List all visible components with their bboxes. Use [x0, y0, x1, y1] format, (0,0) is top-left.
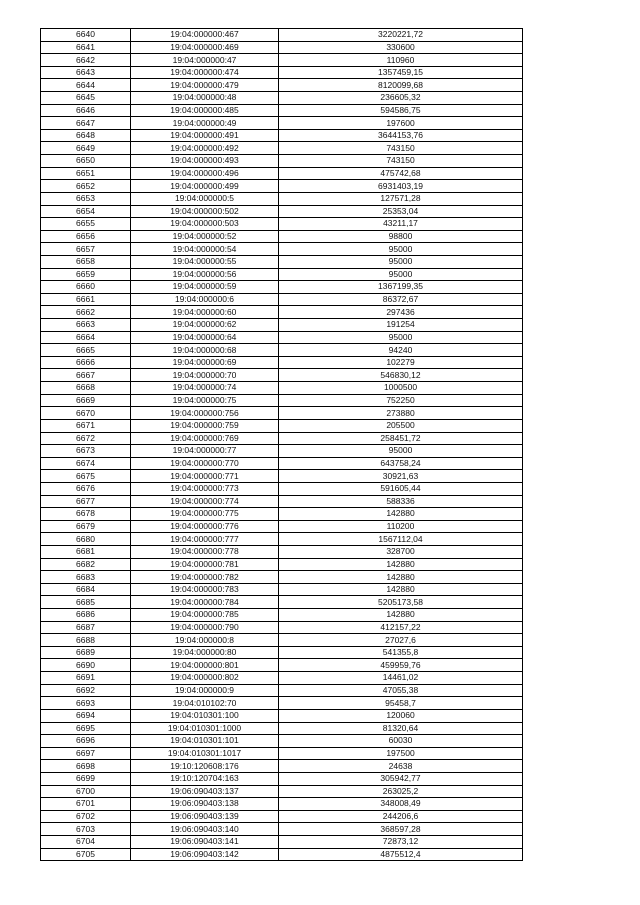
cadastral-number-cell: 19:04:010301:1000: [131, 722, 279, 735]
value-cell: 591605,44: [279, 482, 523, 495]
row-number-cell: 6704: [41, 836, 131, 849]
cadastral-number-cell: 19:04:000000:55: [131, 255, 279, 268]
table-row: [41, 331, 523, 344]
value-cell: 95000: [279, 331, 523, 344]
value-cell: 25353,04: [279, 205, 523, 218]
value-cell: 95000: [279, 255, 523, 268]
value-cell: 142880: [279, 508, 523, 521]
value-cell: 110960: [279, 54, 523, 67]
row-number-cell: 6656: [41, 230, 131, 243]
value-cell: 541355,8: [279, 646, 523, 659]
cadastral-number-cell: 19:04:000000:493: [131, 155, 279, 168]
value-cell: 120060: [279, 709, 523, 722]
cadastral-number-cell: 19:04:000000:47: [131, 54, 279, 67]
value-cell: 546830,12: [279, 369, 523, 382]
cadastral-number-cell: 19:04:000000:778: [131, 545, 279, 558]
row-number-cell: 6647: [41, 117, 131, 130]
value-cell: 95000: [279, 268, 523, 281]
row-number-cell: 6685: [41, 596, 131, 609]
cadastral-number-cell: 19:04:000000:759: [131, 419, 279, 432]
value-cell: 142880: [279, 571, 523, 584]
value-cell: 1357459,15: [279, 66, 523, 79]
table-row: [41, 709, 523, 722]
row-number-cell: 6702: [41, 810, 131, 823]
table-row: [41, 155, 523, 168]
row-number-cell: 6641: [41, 41, 131, 54]
table-row: [41, 319, 523, 332]
table-row: [41, 508, 523, 521]
cadastral-number-cell: 19:04:000000:77: [131, 445, 279, 458]
cadastral-number-cell: 19:04:000000:474: [131, 66, 279, 79]
cadastral-number-cell: 19:04:000000:491: [131, 129, 279, 142]
row-number-cell: 6660: [41, 281, 131, 294]
row-number-cell: 6705: [41, 848, 131, 861]
cadastral-number-cell: 19:04:000000:776: [131, 520, 279, 533]
value-cell: 95000: [279, 243, 523, 256]
value-cell: 30921,63: [279, 470, 523, 483]
cadastral-number-cell: 19:04:000000:492: [131, 142, 279, 155]
value-cell: 197500: [279, 747, 523, 760]
value-cell: 475742,68: [279, 167, 523, 180]
table-row: [41, 205, 523, 218]
table-row: [41, 495, 523, 508]
row-number-cell: 6665: [41, 344, 131, 357]
cadastral-number-cell: 19:04:000000:60: [131, 306, 279, 319]
value-cell: 752250: [279, 394, 523, 407]
cadastral-number-cell: 19:04:000000:64: [131, 331, 279, 344]
table-row: [41, 609, 523, 622]
value-cell: 328700: [279, 545, 523, 558]
table-row: [41, 747, 523, 760]
row-number-cell: 6700: [41, 785, 131, 798]
row-number-cell: 6697: [41, 747, 131, 760]
row-number-cell: 6662: [41, 306, 131, 319]
cadastral-number-cell: 19:04:010301:100: [131, 709, 279, 722]
row-number-cell: 6669: [41, 394, 131, 407]
row-number-cell: 6671: [41, 419, 131, 432]
cadastral-number-cell: 19:04:000000:469: [131, 41, 279, 54]
cadastral-number-cell: 19:04:000000:783: [131, 583, 279, 596]
value-cell: 205500: [279, 419, 523, 432]
row-number-cell: 6663: [41, 319, 131, 332]
value-cell: 127571,28: [279, 192, 523, 205]
cadastral-number-cell: 19:04:000000:6: [131, 293, 279, 306]
row-number-cell: 6652: [41, 180, 131, 193]
value-cell: 1567112,04: [279, 533, 523, 546]
table-row: [41, 735, 523, 748]
table-row: [41, 79, 523, 92]
value-cell: 95458,7: [279, 697, 523, 710]
value-cell: 142880: [279, 558, 523, 571]
row-number-cell: 6682: [41, 558, 131, 571]
row-number-cell: 6674: [41, 457, 131, 470]
cadastral-number-cell: 19:04:000000:771: [131, 470, 279, 483]
value-cell: 81320,64: [279, 722, 523, 735]
value-cell: 263025,2: [279, 785, 523, 798]
value-cell: 305942,77: [279, 772, 523, 785]
value-cell: 297436: [279, 306, 523, 319]
value-cell: 102279: [279, 356, 523, 369]
cadastral-number-cell: 19:04:000000:503: [131, 218, 279, 231]
cadastral-number-cell: 19:04:000000:9: [131, 684, 279, 697]
row-number-cell: 6678: [41, 508, 131, 521]
table-row: [41, 634, 523, 647]
value-cell: 4875512,4: [279, 848, 523, 861]
table-row: [41, 268, 523, 281]
row-number-cell: 6658: [41, 255, 131, 268]
table-row: [41, 293, 523, 306]
table-row: [41, 356, 523, 369]
table-row: [41, 344, 523, 357]
table-row: [41, 407, 523, 420]
row-number-cell: 6667: [41, 369, 131, 382]
cadastral-number-cell: 19:04:000000:485: [131, 104, 279, 117]
table-row: [41, 545, 523, 558]
table-row: [41, 457, 523, 470]
table-row: [41, 533, 523, 546]
row-number-cell: 6695: [41, 722, 131, 735]
value-cell: 94240: [279, 344, 523, 357]
value-cell: 3220221,72: [279, 29, 523, 42]
cadastral-number-cell: 19:04:000000:774: [131, 495, 279, 508]
row-number-cell: 6659: [41, 268, 131, 281]
value-cell: 588336: [279, 495, 523, 508]
value-cell: 594586,75: [279, 104, 523, 117]
data-table: [40, 28, 523, 861]
cadastral-number-cell: 19:04:000000:784: [131, 596, 279, 609]
table-row: [41, 104, 523, 117]
table-row: [41, 306, 523, 319]
cadastral-number-cell: 19:04:000000:777: [131, 533, 279, 546]
value-cell: 110200: [279, 520, 523, 533]
cadastral-number-cell: 19:04:000000:467: [131, 29, 279, 42]
table-row: [41, 92, 523, 105]
value-cell: 330600: [279, 41, 523, 54]
cadastral-number-cell: 19:04:000000:499: [131, 180, 279, 193]
table-row: [41, 66, 523, 79]
value-cell: 743150: [279, 155, 523, 168]
cadastral-number-cell: 19:04:000000:773: [131, 482, 279, 495]
table-row: [41, 722, 523, 735]
cadastral-number-cell: 19:04:000000:781: [131, 558, 279, 571]
row-number-cell: 6672: [41, 432, 131, 445]
row-number-cell: 6703: [41, 823, 131, 836]
value-cell: 368597,28: [279, 823, 523, 836]
value-cell: 142880: [279, 609, 523, 622]
row-number-cell: 6687: [41, 621, 131, 634]
row-number-cell: 6666: [41, 356, 131, 369]
row-number-cell: 6645: [41, 92, 131, 105]
row-number-cell: 6693: [41, 697, 131, 710]
table-row: [41, 596, 523, 609]
cadastral-number-cell: 19:04:000000:8: [131, 634, 279, 647]
row-number-cell: 6642: [41, 54, 131, 67]
cadastral-number-cell: 19:06:090403:139: [131, 810, 279, 823]
value-cell: 27027,6: [279, 634, 523, 647]
cadastral-number-cell: 19:04:010102:70: [131, 697, 279, 710]
table-row: [41, 243, 523, 256]
table-row: [41, 281, 523, 294]
row-number-cell: 6676: [41, 482, 131, 495]
table-row: [41, 798, 523, 811]
row-number-cell: 6684: [41, 583, 131, 596]
cadastral-number-cell: 19:04:000000:48: [131, 92, 279, 105]
table-body: [41, 29, 523, 861]
table-row: [41, 823, 523, 836]
row-number-cell: 6681: [41, 545, 131, 558]
row-number-cell: 6675: [41, 470, 131, 483]
row-number-cell: 6686: [41, 609, 131, 622]
value-cell: 273880: [279, 407, 523, 420]
cadastral-number-cell: 19:04:000000:70: [131, 369, 279, 382]
row-number-cell: 6670: [41, 407, 131, 420]
table-row: [41, 41, 523, 54]
cadastral-number-cell: 19:04:000000:59: [131, 281, 279, 294]
table-row: [41, 445, 523, 458]
value-cell: 95000: [279, 445, 523, 458]
value-cell: 236605,32: [279, 92, 523, 105]
table-row: [41, 646, 523, 659]
cadastral-number-cell: 19:04:000000:502: [131, 205, 279, 218]
table-row: [41, 419, 523, 432]
cadastral-number-cell: 19:10:120608:176: [131, 760, 279, 773]
row-number-cell: 6664: [41, 331, 131, 344]
table-row: [41, 167, 523, 180]
value-cell: 191254: [279, 319, 523, 332]
cadastral-number-cell: 19:04:000000:52: [131, 230, 279, 243]
row-number-cell: 6691: [41, 672, 131, 685]
row-number-cell: 6673: [41, 445, 131, 458]
cadastral-number-cell: 19:04:000000:54: [131, 243, 279, 256]
row-number-cell: 6698: [41, 760, 131, 773]
cadastral-number-cell: 19:04:000000:790: [131, 621, 279, 634]
table-row: [41, 810, 523, 823]
value-cell: 142880: [279, 583, 523, 596]
table-row: [41, 470, 523, 483]
table-row: [41, 192, 523, 205]
row-number-cell: 6699: [41, 772, 131, 785]
cadastral-number-cell: 19:04:000000:68: [131, 344, 279, 357]
table-row: [41, 558, 523, 571]
cadastral-number-cell: 19:04:000000:5: [131, 192, 279, 205]
cadastral-number-cell: 19:04:000000:479: [131, 79, 279, 92]
table-row: [41, 129, 523, 142]
table-row: [41, 836, 523, 849]
table-row: [41, 394, 523, 407]
cadastral-number-cell: 19:04:000000:769: [131, 432, 279, 445]
value-cell: 3644153,76: [279, 129, 523, 142]
value-cell: 43211,17: [279, 218, 523, 231]
cadastral-number-cell: 19:04:000000:770: [131, 457, 279, 470]
table-row: [41, 230, 523, 243]
table-row: [41, 684, 523, 697]
cadastral-number-cell: 19:04:000000:80: [131, 646, 279, 659]
row-number-cell: 6696: [41, 735, 131, 748]
table-row: [41, 142, 523, 155]
table-row: [41, 255, 523, 268]
row-number-cell: 6661: [41, 293, 131, 306]
table-row: [41, 848, 523, 861]
row-number-cell: 6690: [41, 659, 131, 672]
row-number-cell: 6657: [41, 243, 131, 256]
value-cell: 643758,24: [279, 457, 523, 470]
row-number-cell: 6651: [41, 167, 131, 180]
table-row: [41, 571, 523, 584]
cadastral-number-cell: 19:06:090403:140: [131, 823, 279, 836]
table-row: [41, 369, 523, 382]
value-cell: 258451,72: [279, 432, 523, 445]
value-cell: 244206,6: [279, 810, 523, 823]
table-row: [41, 760, 523, 773]
value-cell: 72873,12: [279, 836, 523, 849]
value-cell: 1367199,35: [279, 281, 523, 294]
value-cell: 86372,67: [279, 293, 523, 306]
value-cell: 412157,22: [279, 621, 523, 634]
value-cell: 14461,02: [279, 672, 523, 685]
table-row: [41, 432, 523, 445]
row-number-cell: 6677: [41, 495, 131, 508]
row-number-cell: 6688: [41, 634, 131, 647]
document-page: [40, 28, 523, 861]
cadastral-number-cell: 19:04:010301:1017: [131, 747, 279, 760]
table-row: [41, 117, 523, 130]
row-number-cell: 6650: [41, 155, 131, 168]
table-row: [41, 583, 523, 596]
cadastral-number-cell: 19:06:090403:138: [131, 798, 279, 811]
value-cell: 197600: [279, 117, 523, 130]
table-row: [41, 659, 523, 672]
cadastral-number-cell: 19:06:090403:142: [131, 848, 279, 861]
cadastral-number-cell: 19:04:000000:62: [131, 319, 279, 332]
cadastral-number-cell: 19:04:000000:496: [131, 167, 279, 180]
table-row: [41, 672, 523, 685]
row-number-cell: 6668: [41, 382, 131, 395]
cadastral-number-cell: 19:04:000000:802: [131, 672, 279, 685]
row-number-cell: 6694: [41, 709, 131, 722]
value-cell: 24638: [279, 760, 523, 773]
cadastral-number-cell: 19:10:120704:163: [131, 772, 279, 785]
row-number-cell: 6644: [41, 79, 131, 92]
cadastral-number-cell: 19:06:090403:141: [131, 836, 279, 849]
row-number-cell: 6683: [41, 571, 131, 584]
cadastral-number-cell: 19:04:000000:775: [131, 508, 279, 521]
value-cell: 348008,49: [279, 798, 523, 811]
row-number-cell: 6679: [41, 520, 131, 533]
table-row: [41, 218, 523, 231]
cadastral-number-cell: 19:04:000000:782: [131, 571, 279, 584]
table-row: [41, 772, 523, 785]
cadastral-number-cell: 19:06:090403:137: [131, 785, 279, 798]
value-cell: 8120099,68: [279, 79, 523, 92]
cadastral-number-cell: 19:04:010301:101: [131, 735, 279, 748]
value-cell: 5205173,58: [279, 596, 523, 609]
row-number-cell: 6689: [41, 646, 131, 659]
cadastral-number-cell: 19:04:000000:75: [131, 394, 279, 407]
table-row: [41, 482, 523, 495]
value-cell: 743150: [279, 142, 523, 155]
row-number-cell: 6655: [41, 218, 131, 231]
row-number-cell: 6653: [41, 192, 131, 205]
table-row: [41, 54, 523, 67]
row-number-cell: 6640: [41, 29, 131, 42]
cadastral-number-cell: 19:04:000000:49: [131, 117, 279, 130]
table-row: [41, 785, 523, 798]
value-cell: 47055,38: [279, 684, 523, 697]
value-cell: 98800: [279, 230, 523, 243]
value-cell: 459959,76: [279, 659, 523, 672]
table-row: [41, 382, 523, 395]
row-number-cell: 6654: [41, 205, 131, 218]
table-row: [41, 697, 523, 710]
row-number-cell: 6643: [41, 66, 131, 79]
table-row: [41, 29, 523, 42]
value-cell: 1000500: [279, 382, 523, 395]
table-row: [41, 621, 523, 634]
row-number-cell: 6692: [41, 684, 131, 697]
cadastral-number-cell: 19:04:000000:756: [131, 407, 279, 420]
cadastral-number-cell: 19:04:000000:56: [131, 268, 279, 281]
value-cell: 6931403,19: [279, 180, 523, 193]
value-cell: 60030: [279, 735, 523, 748]
cadastral-number-cell: 19:04:000000:801: [131, 659, 279, 672]
row-number-cell: 6680: [41, 533, 131, 546]
table-row: [41, 520, 523, 533]
row-number-cell: 6649: [41, 142, 131, 155]
cadastral-number-cell: 19:04:000000:74: [131, 382, 279, 395]
cadastral-number-cell: 19:04:000000:785: [131, 609, 279, 622]
row-number-cell: 6648: [41, 129, 131, 142]
row-number-cell: 6701: [41, 798, 131, 811]
row-number-cell: 6646: [41, 104, 131, 117]
cadastral-number-cell: 19:04:000000:69: [131, 356, 279, 369]
table-row: [41, 180, 523, 193]
